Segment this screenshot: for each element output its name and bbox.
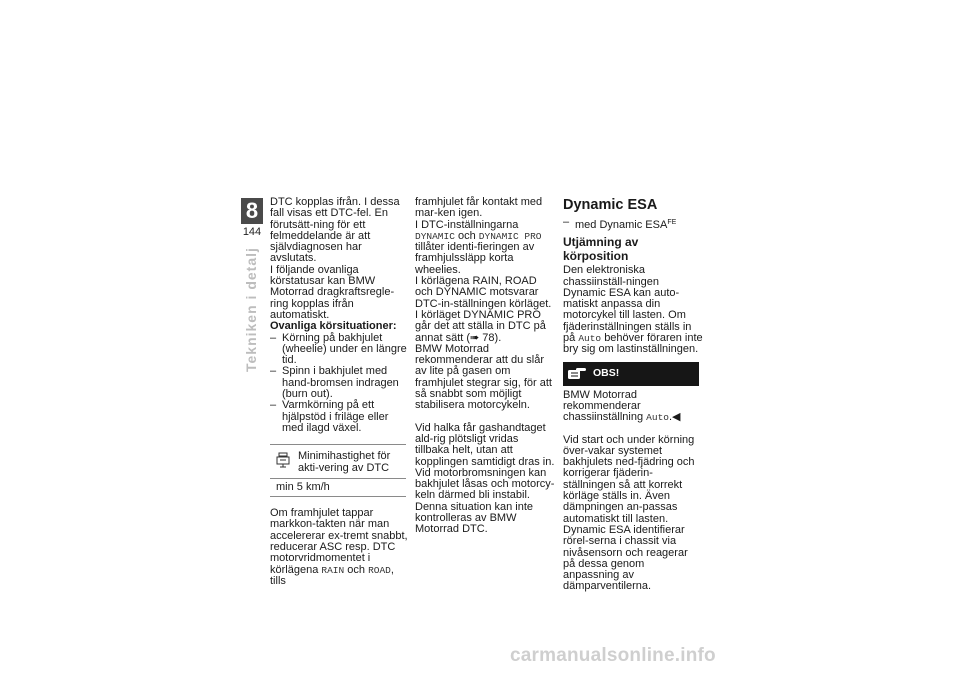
option-item [563, 217, 703, 231]
conjunction: och [457, 229, 476, 242]
column-1 [270, 197, 410, 587]
paragraph [563, 265, 703, 355]
mode-rain: RAIN [321, 564, 345, 576]
watermark: carmanualsonline.info [510, 645, 716, 666]
pointing-hand-icon [567, 367, 587, 381]
list-item: – Varmkörning på ett hjälpstöd i friläge eller med ilagd växel. [270, 400, 410, 434]
end-marker: .◀ [668, 411, 681, 424]
paragraph: I följande ovanliga körstatusar kan BMW Motorrad dragkraftsregle-ring kopplas ifrån automatiskt. [270, 263, 395, 321]
mode-auto-recommended: Auto [646, 412, 669, 424]
chapter-side-title: Tekniken i detalj [243, 247, 259, 372]
speedometer-icon [276, 452, 290, 468]
paragraph: Vid start och under körning över-vakar systemet bakhjulets ned-fjädring och korrigerar fjäderin-ställningen så att korrekt körläge ställs in. Även dämpningen an-passas automatiskt till lasten. Dynamic ESA identifierar rörel-serna i chassit via nivåsensorn och reagerar på dessa genom anpassning av dämparventilerna. [563, 433, 695, 593]
subsection-title: Utjämning av körposition [563, 235, 639, 264]
chapter-number: 8 [241, 198, 263, 224]
paragraph: I körläget DYNAMIC PRO går det att ställa in DTC på annat sätt (➠ 78). [415, 308, 546, 344]
conjunction: och [347, 563, 366, 576]
paragraph [563, 390, 703, 424]
paragraph-text: BMW Motorrad rekommenderar chassiinställning [563, 388, 644, 424]
mode-auto: Auto [578, 333, 602, 345]
column-2 [415, 197, 555, 536]
section-title: Dynamic ESA [563, 197, 658, 213]
paragraph-text: behöver föraren inte bry sig om lastinställningen. [563, 332, 703, 356]
paragraph-end: , tills [270, 563, 394, 587]
paragraph-text: I DTC-inställningarna [415, 218, 519, 231]
paragraph-text: tillåter identi-fieringen av framhjulssläpp korta wheelies. [415, 241, 535, 276]
mode-dynamic-pro: DYNAMIC PRO [478, 230, 542, 242]
paragraph: BMW Motorrad rekommenderar att du slår av lite på gasen om framhjulet stegrar sig, för att så snabbt som möjligt stabilisera motorcykeln. [415, 342, 552, 412]
paragraph-text: Den elektroniska chassiinställ-ningen Dynamic ESA kan auto-matiskt anpassa din motorcykel till lasten. Om fjäderinställningen ställs in på [563, 264, 692, 345]
mode-road: ROAD [368, 564, 391, 576]
column-3 [563, 197, 703, 593]
paragraph: framhjulet får kontakt med mar-ken igen. [415, 196, 543, 220]
mode-dynamic: DYNAMIC [415, 230, 455, 242]
paragraph: DTC kopplas ifrån. I dessa fall visas ett DTC-fel. En förutsätt-ning för ett felmeddelande är att självdiagnosen har avslutats. [270, 196, 400, 265]
paragraph-text: Om framhjulet tappar markkon-takten när man accelererar ex-tremt snabbt, reducerar ASC resp. DTC motorvridmomentet i körlägena [270, 507, 408, 576]
subheading: Ovanliga körsituationer: [270, 320, 397, 333]
spec-label: Minimihastighet för akti-vering av DTC [298, 450, 391, 474]
notice-bar [563, 362, 699, 386]
option-superscript: FE [667, 219, 677, 226]
paragraph [270, 508, 410, 587]
option-text: med Dynamic ESA [575, 219, 668, 231]
paragraph: Vid halka får gashandtaget ald-rig plötsligt vridas tillbaka helt, utan att kopplingen samtidigt dras in. Vid motorbromsningen kan bakhjulet låsas och motorcy-keln därmed bli instabil. Denna situation kan inte kontrolleras av BMW Motorrad DTC. [415, 421, 555, 536]
paragraph: I körlägena RAIN, ROAD och DYNAMIC motsvarar DTC-in-ställningen körläget. [415, 275, 552, 310]
paragraph [415, 220, 555, 276]
list-item: – Körning på bakhjulet (wheelie) under en längre tid. [270, 333, 410, 367]
notice-label: OBS! [593, 367, 620, 380]
list-item: – Spinn i bakhjulet med hand-bromsen indragen (burn out). [270, 366, 410, 400]
page-number: 144 [242, 226, 262, 238]
spec-box [270, 444, 406, 497]
spec-value: min 5 km/h [270, 478, 406, 496]
